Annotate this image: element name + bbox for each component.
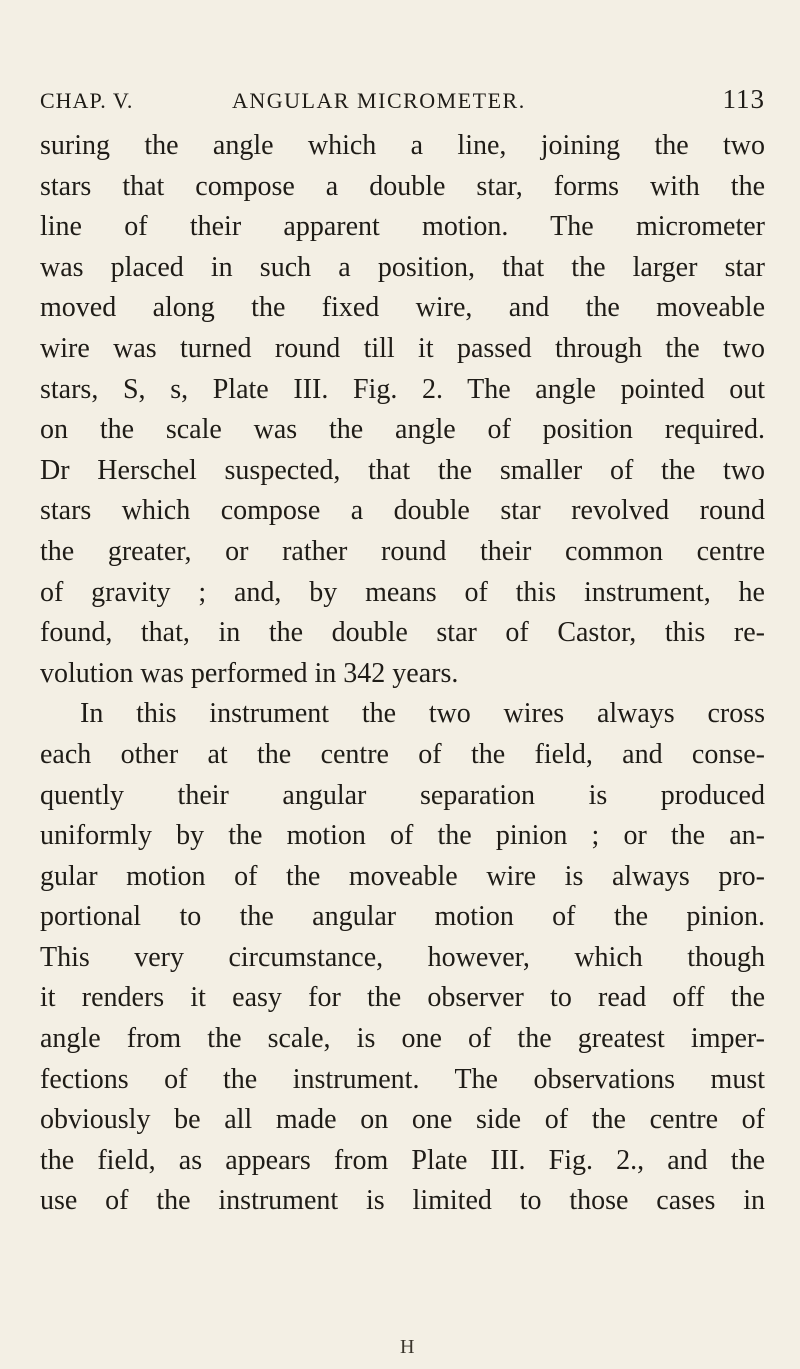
page-number: 113 [722,84,765,114]
text-line: found, that, in the double star of Castor, this re- [40,617,765,649]
text-line: suring the angle which a line, joining the two [40,130,765,161]
body-text [40,126,765,1222]
text-line: volution was performed in 342 years. [40,657,459,689]
text-line: portional to the angular motion of the pinion. [40,901,765,933]
text-line: This very circumstance, however, which though [40,941,765,973]
text-line: moved along the fixed wire, and the moveable [40,292,765,324]
text-line: fections of the instrument. The observations must [40,1063,765,1095]
paragraph-1 [40,126,765,694]
text-line: In this instrument the two wires always cross [80,698,765,730]
text-line: was placed in such a position, that the larger star [40,251,765,283]
text-line: angle from the scale, is one of the greatest imper- [40,1023,765,1055]
text-line: use of the instrument is limited to those cases in [40,1185,765,1217]
text-line: stars, S, s, Plate III. Fig. 2. The angle pointed out [40,373,765,405]
text-line: quently their angular separation is produced [40,779,765,811]
text-line: the greater, or rather round their common centre [40,535,765,567]
paragraph-2 [40,694,765,1222]
text-line: stars which compose a double star revolved round [40,495,765,527]
text-line: the field, as appears from Plate III. Fig. 2., and the [40,1144,765,1176]
text-line: obviously be all made on one side of the centre of [40,1104,765,1136]
text-line: wire was turned round till it passed through the two [40,332,765,364]
chapter-label: CHAP. V. [40,88,134,113]
running-title: ANGULAR MICROMETER. [232,88,526,113]
text-line: it renders it easy for the observer to read off the [40,982,765,1014]
text-line: of gravity ; and, by means of this instrument, he [40,576,765,608]
text-line: gular motion of the moveable wire is always pro- [40,860,765,892]
running-head [40,84,765,122]
text-line: uniformly by the motion of the pinion ; or the an- [40,820,765,852]
text-line: stars that compose a double star, forms with the [40,170,765,202]
text-line: Dr Herschel suspected, that the smaller of the two [40,454,765,486]
text-line: each other at the centre of the field, and conse- [40,738,765,770]
signature-mark: H [400,1336,415,1358]
text-line: line of their apparent motion. The micrometer [40,211,765,243]
text-line: on the scale was the angle of position required. [40,414,765,446]
